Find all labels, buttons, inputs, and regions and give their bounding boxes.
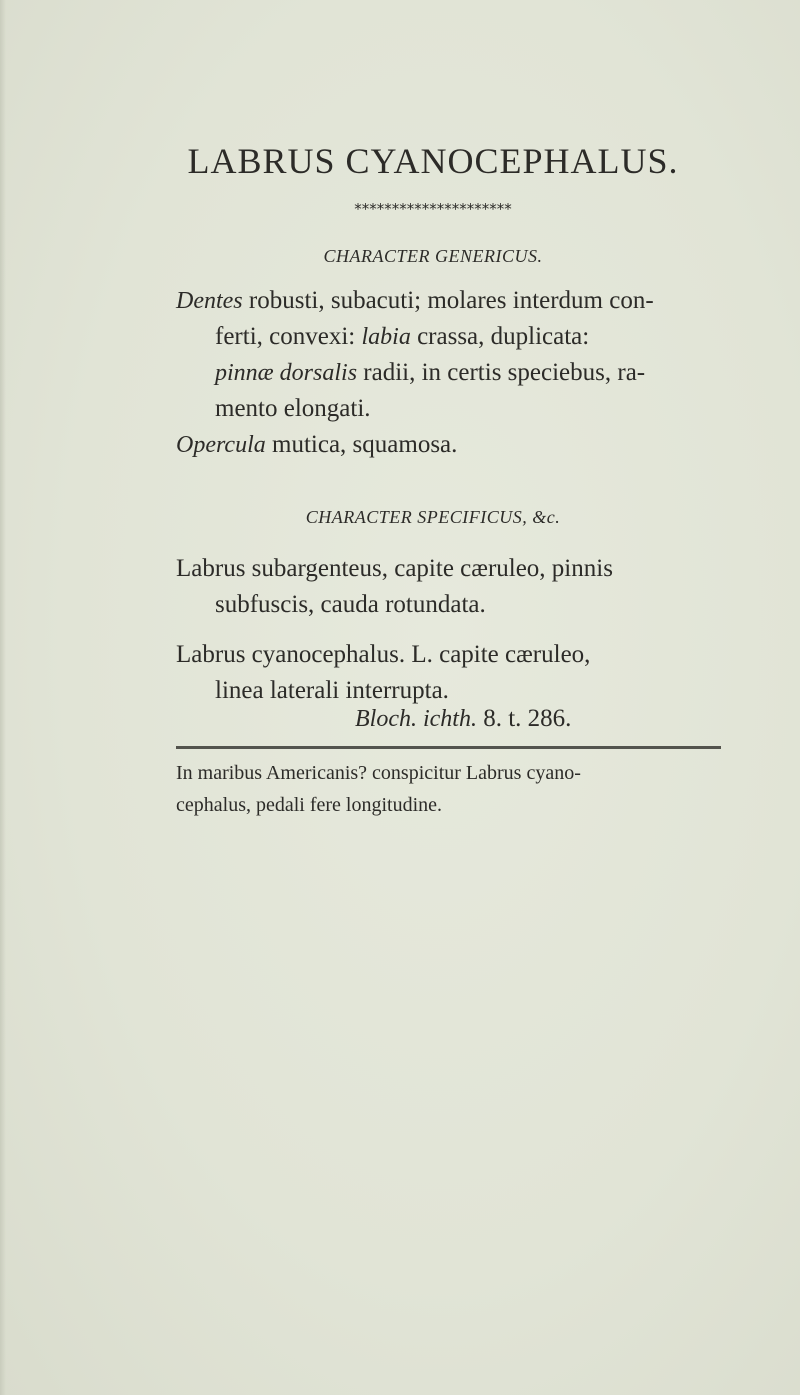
heading-character-specificus: CHARACTER SPECIFICUS, &c. bbox=[305, 507, 561, 527]
generic-description bbox=[176, 283, 654, 427]
habitat-note: In maribus Americanis? conspicitur Labrus cyano- cephalus, pedali fere longitudine. bbox=[176, 762, 581, 816]
generic-line-4: mento elongati. bbox=[215, 395, 371, 422]
generic-line-2: ferti, convexi: labia crassa, duplicata: bbox=[215, 323, 590, 350]
specific-entry-2: Labrus cyanocephalus. L. capite cæruleo, linea laterali interrupta. bbox=[176, 641, 591, 704]
opercula-description: Opercula mutica, squamosa. bbox=[176, 431, 458, 458]
page-title: LABRUS CYANOCEPHALUS. bbox=[187, 141, 679, 181]
ornament-stars: ********************* bbox=[354, 200, 512, 218]
divider-rule bbox=[176, 746, 721, 749]
heading-character-genericus: CHARACTER GENERICUS. bbox=[323, 246, 543, 266]
generic-line-3: pinnæ dorsalis radii, in certis speciebus, ra- bbox=[215, 359, 646, 386]
specific-entry-1: Labrus subargenteus, capite cæruleo, pinnis subfuscis, cauda rotundata. bbox=[176, 555, 613, 618]
bloch-reference: Bloch. ichth. 8. t. 286. bbox=[355, 705, 572, 732]
generic-line-1: Dentes robusti, subacuti; molares interdum con- bbox=[176, 287, 654, 314]
